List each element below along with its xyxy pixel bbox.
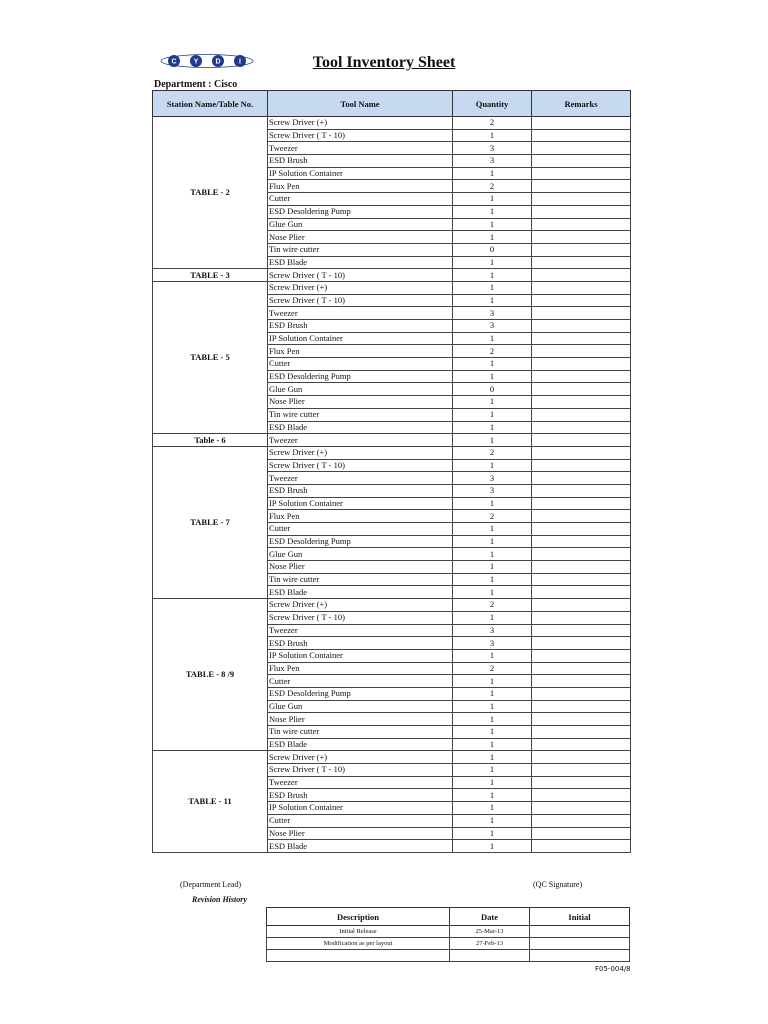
tool-name-cell: Screw Driver (+) [268, 281, 453, 294]
tool-name-cell: Tweezer [268, 624, 453, 637]
inventory-table [152, 90, 631, 853]
table-row [153, 599, 631, 612]
tool-name-cell: Cutter [268, 814, 453, 827]
revision-date-cell [450, 950, 530, 962]
tool-name-cell: Screw Driver ( T - 10) [268, 294, 453, 307]
remarks-cell [532, 751, 631, 764]
tool-name-cell: Screw Driver (+) [268, 751, 453, 764]
remarks-cell [532, 523, 631, 536]
station-name-cell: TABLE - 8 /9 [153, 599, 268, 751]
quantity-cell: 1 [453, 751, 532, 764]
tool-name-cell: Tin wire cutter [268, 726, 453, 739]
tool-name-cell: Screw Driver ( T - 10) [268, 269, 453, 282]
remarks-cell [532, 611, 631, 624]
remarks-cell [532, 827, 631, 840]
quantity-cell: 1 [453, 408, 532, 421]
remarks-cell [532, 117, 631, 130]
quantity-cell: 1 [453, 802, 532, 815]
quantity-cell: 1 [453, 548, 532, 561]
remarks-cell [532, 662, 631, 675]
tool-name-cell: IP Solution Container [268, 497, 453, 510]
remarks-cell [532, 155, 631, 168]
remarks-cell [532, 370, 631, 383]
remarks-cell [532, 408, 631, 421]
remarks-cell [532, 281, 631, 294]
remarks-cell [532, 167, 631, 180]
revision-table [266, 907, 630, 962]
tool-name-cell: Glue Gun [268, 383, 453, 396]
remarks-cell [532, 802, 631, 815]
station-name-cell: TABLE - 3 [153, 269, 268, 282]
quantity-cell: 1 [453, 459, 532, 472]
revision-row [267, 950, 630, 962]
tool-name-cell: Tin wire cutter [268, 243, 453, 256]
tool-name-cell: Nose Plier [268, 827, 453, 840]
tool-name-cell: Screw Driver ( T - 10) [268, 459, 453, 472]
remarks-cell [532, 142, 631, 155]
tool-name-cell: Glue Gun [268, 700, 453, 713]
tool-name-cell: Screw Driver (+) [268, 599, 453, 612]
tool-name-cell: ESD Brush [268, 789, 453, 802]
quantity-cell: 1 [453, 129, 532, 142]
station-name-cell: TABLE - 5 [153, 281, 268, 433]
tool-name-cell: Tweezer [268, 472, 453, 485]
quantity-cell: 1 [453, 434, 532, 447]
remarks-cell [532, 573, 631, 586]
tool-name-cell: IP Solution Container [268, 802, 453, 815]
inventory-header-row [153, 91, 631, 117]
remarks-cell [532, 472, 631, 485]
quantity-cell: 1 [453, 294, 532, 307]
logo-letter: Y [193, 58, 199, 66]
quantity-cell: 1 [453, 586, 532, 599]
revision-initial-cell [530, 938, 630, 950]
remarks-cell [532, 396, 631, 409]
remarks-cell [532, 129, 631, 142]
table-row [153, 751, 631, 764]
revision-initial-cell [530, 926, 630, 938]
tool-name-cell: Tweezer [268, 142, 453, 155]
quantity-cell: 2 [453, 599, 532, 612]
tool-name-cell: Flux Pen [268, 510, 453, 523]
tool-name-cell: Cutter [268, 358, 453, 371]
quantity-cell: 3 [453, 624, 532, 637]
quantity-cell: 1 [453, 193, 532, 206]
tool-name-cell: ESD Brush [268, 637, 453, 650]
quantity-cell: 1 [453, 281, 532, 294]
quantity-cell: 1 [453, 726, 532, 739]
quantity-cell: 0 [453, 383, 532, 396]
remarks-cell [532, 535, 631, 548]
tool-name-cell: ESD Blade [268, 421, 453, 434]
tool-name-cell: Tweezer [268, 776, 453, 789]
revision-history-title: Revision History [192, 895, 247, 904]
remarks-cell [532, 764, 631, 777]
remarks-cell [532, 243, 631, 256]
remarks-cell [532, 561, 631, 574]
tool-name-cell: Tin wire cutter [268, 408, 453, 421]
quantity-cell: 1 [453, 218, 532, 231]
tool-name-cell: Tweezer [268, 434, 453, 447]
quantity-cell: 1 [453, 396, 532, 409]
tool-name-cell: ESD Desoldering Pump [268, 370, 453, 383]
tool-name-cell: ESD Desoldering Pump [268, 687, 453, 700]
tool-name-cell: Screw Driver ( T - 10) [268, 129, 453, 142]
remarks-cell [532, 256, 631, 269]
revision-header-description: Description [267, 908, 450, 926]
tool-name-cell: Cutter [268, 523, 453, 536]
revision-date-cell: 27-Feb-13 [450, 938, 530, 950]
tool-name-cell: ESD Blade [268, 256, 453, 269]
quantity-cell: 1 [453, 611, 532, 624]
quantity-cell: 1 [453, 421, 532, 434]
tool-name-cell: Screw Driver ( T - 10) [268, 764, 453, 777]
column-header-tool: Tool Name [268, 91, 453, 117]
remarks-cell [532, 548, 631, 561]
station-name-cell: Table - 6 [153, 434, 268, 447]
remarks-cell [532, 840, 631, 853]
station-name-cell: TABLE - 2 [153, 117, 268, 269]
tool-name-cell: Nose Plier [268, 396, 453, 409]
quantity-cell: 1 [453, 738, 532, 751]
tool-name-cell: Cutter [268, 675, 453, 688]
revision-header-row [267, 908, 630, 926]
tool-name-cell: Cutter [268, 193, 453, 206]
column-header-quantity: Quantity [453, 91, 532, 117]
quantity-cell: 1 [453, 269, 532, 282]
page-title: Tool Inventory Sheet [312, 54, 456, 71]
quantity-cell: 1 [453, 764, 532, 777]
quantity-cell: 1 [453, 573, 532, 586]
remarks-cell [532, 726, 631, 739]
quantity-cell: 1 [453, 256, 532, 269]
quantity-cell: 2 [453, 662, 532, 675]
remarks-cell [532, 776, 631, 789]
remarks-cell [532, 269, 631, 282]
remarks-cell [532, 193, 631, 206]
quantity-cell: 2 [453, 510, 532, 523]
department-label: Department : Cisco [154, 79, 238, 90]
qc-signature: (QC Signature) [533, 880, 583, 889]
revision-body [267, 926, 630, 962]
revision-description-cell: Modification as per layout [267, 938, 450, 950]
remarks-cell [532, 421, 631, 434]
revision-initial-cell [530, 950, 630, 962]
tool-name-cell: Flux Pen [268, 345, 453, 358]
remarks-cell [532, 332, 631, 345]
remarks-cell [532, 637, 631, 650]
remarks-cell [532, 789, 631, 802]
tool-name-cell: Tin wire cutter [268, 573, 453, 586]
remarks-cell [532, 383, 631, 396]
form-number: F05-004/8 [595, 965, 631, 973]
quantity-cell: 2 [453, 345, 532, 358]
remarks-cell [532, 713, 631, 726]
remarks-cell [532, 434, 631, 447]
revision-description-cell [267, 950, 450, 962]
remarks-cell [532, 599, 631, 612]
quantity-cell: 1 [453, 497, 532, 510]
tool-name-cell: ESD Blade [268, 738, 453, 751]
tool-name-cell: ESD Desoldering Pump [268, 205, 453, 218]
tool-name-cell: IP Solution Container [268, 649, 453, 662]
department-lead-signature: (Department Lead) [180, 880, 242, 889]
quantity-cell: 1 [453, 675, 532, 688]
column-header-remarks: Remarks [532, 91, 631, 117]
tool-name-cell: Flux Pen [268, 180, 453, 193]
quantity-cell: 1 [453, 332, 532, 345]
quantity-cell: 1 [453, 776, 532, 789]
table-row [153, 434, 631, 447]
remarks-cell [532, 687, 631, 700]
remarks-cell [532, 358, 631, 371]
quantity-cell: 1 [453, 700, 532, 713]
quantity-cell: 1 [453, 358, 532, 371]
remarks-cell [532, 231, 631, 244]
quantity-cell: 1 [453, 167, 532, 180]
quantity-cell: 3 [453, 320, 532, 333]
tool-name-cell: Screw Driver ( T - 10) [268, 611, 453, 624]
logo-letter: D [215, 58, 221, 66]
remarks-cell [532, 180, 631, 193]
table-row [153, 446, 631, 459]
tool-name-cell: Glue Gun [268, 218, 453, 231]
quantity-cell: 3 [453, 472, 532, 485]
tool-name-cell: Nose Plier [268, 561, 453, 574]
quantity-cell: 2 [453, 180, 532, 193]
remarks-cell [532, 675, 631, 688]
quantity-cell: 1 [453, 205, 532, 218]
logo-letter: C [171, 58, 177, 66]
remarks-cell [532, 738, 631, 751]
remarks-cell [532, 700, 631, 713]
quantity-cell: 1 [453, 370, 532, 383]
tool-name-cell: Nose Plier [268, 231, 453, 244]
quantity-cell: 2 [453, 117, 532, 130]
quantity-cell: 3 [453, 637, 532, 650]
remarks-cell [532, 307, 631, 320]
revision-date-cell: 25-Mar-13 [450, 926, 530, 938]
quantity-cell: 1 [453, 827, 532, 840]
tool-name-cell: Screw Driver (+) [268, 117, 453, 130]
table-row [153, 117, 631, 130]
quantity-cell: 1 [453, 789, 532, 802]
tool-name-cell: ESD Desoldering Pump [268, 535, 453, 548]
revision-header-initial: Initial [530, 908, 630, 926]
quantity-cell: 1 [453, 231, 532, 244]
quantity-cell: 1 [453, 814, 532, 827]
quantity-cell: 3 [453, 307, 532, 320]
remarks-cell [532, 218, 631, 231]
quantity-cell: 0 [453, 243, 532, 256]
quantity-cell: 3 [453, 155, 532, 168]
station-name-cell: TABLE - 7 [153, 446, 268, 598]
revision-description-cell: Initial Release [267, 926, 450, 938]
remarks-cell [532, 294, 631, 307]
table-row [153, 281, 631, 294]
quantity-cell: 1 [453, 713, 532, 726]
revision-header-date: Date [450, 908, 530, 926]
inventory-body [153, 117, 631, 853]
tool-name-cell: ESD Blade [268, 586, 453, 599]
remarks-cell [532, 649, 631, 662]
tool-name-cell: Flux Pen [268, 662, 453, 675]
remarks-cell [532, 497, 631, 510]
table-row [153, 269, 631, 282]
quantity-cell: 1 [453, 561, 532, 574]
quantity-cell: 3 [453, 142, 532, 155]
remarks-cell [532, 484, 631, 497]
remarks-cell [532, 205, 631, 218]
quantity-cell: 1 [453, 649, 532, 662]
remarks-cell [532, 624, 631, 637]
revision-row [267, 938, 630, 950]
remarks-cell [532, 345, 631, 358]
tool-name-cell: Screw Driver (+) [268, 446, 453, 459]
remarks-cell [532, 814, 631, 827]
quantity-cell: 3 [453, 484, 532, 497]
remarks-cell [532, 586, 631, 599]
tool-name-cell: Nose Plier [268, 713, 453, 726]
tool-name-cell: ESD Brush [268, 484, 453, 497]
station-name-cell: TABLE - 11 [153, 751, 268, 853]
remarks-cell [532, 510, 631, 523]
tool-name-cell: IP Solution Container [268, 332, 453, 345]
tool-name-cell: Glue Gun [268, 548, 453, 561]
quantity-cell: 1 [453, 535, 532, 548]
revision-row [267, 926, 630, 938]
tool-name-cell: Tweezer [268, 307, 453, 320]
remarks-cell [532, 446, 631, 459]
logo-letter: I [239, 58, 241, 66]
column-header-station: Station Name/Table No. [153, 91, 268, 117]
remarks-cell [532, 459, 631, 472]
quantity-cell: 1 [453, 840, 532, 853]
tool-name-cell: ESD Brush [268, 320, 453, 333]
quantity-cell: 1 [453, 523, 532, 536]
quantity-cell: 1 [453, 687, 532, 700]
quantity-cell: 2 [453, 446, 532, 459]
tool-name-cell: ESD Brush [268, 155, 453, 168]
tool-name-cell: ESD Blade [268, 840, 453, 853]
remarks-cell [532, 320, 631, 333]
tool-name-cell: IP Solution Container [268, 167, 453, 180]
